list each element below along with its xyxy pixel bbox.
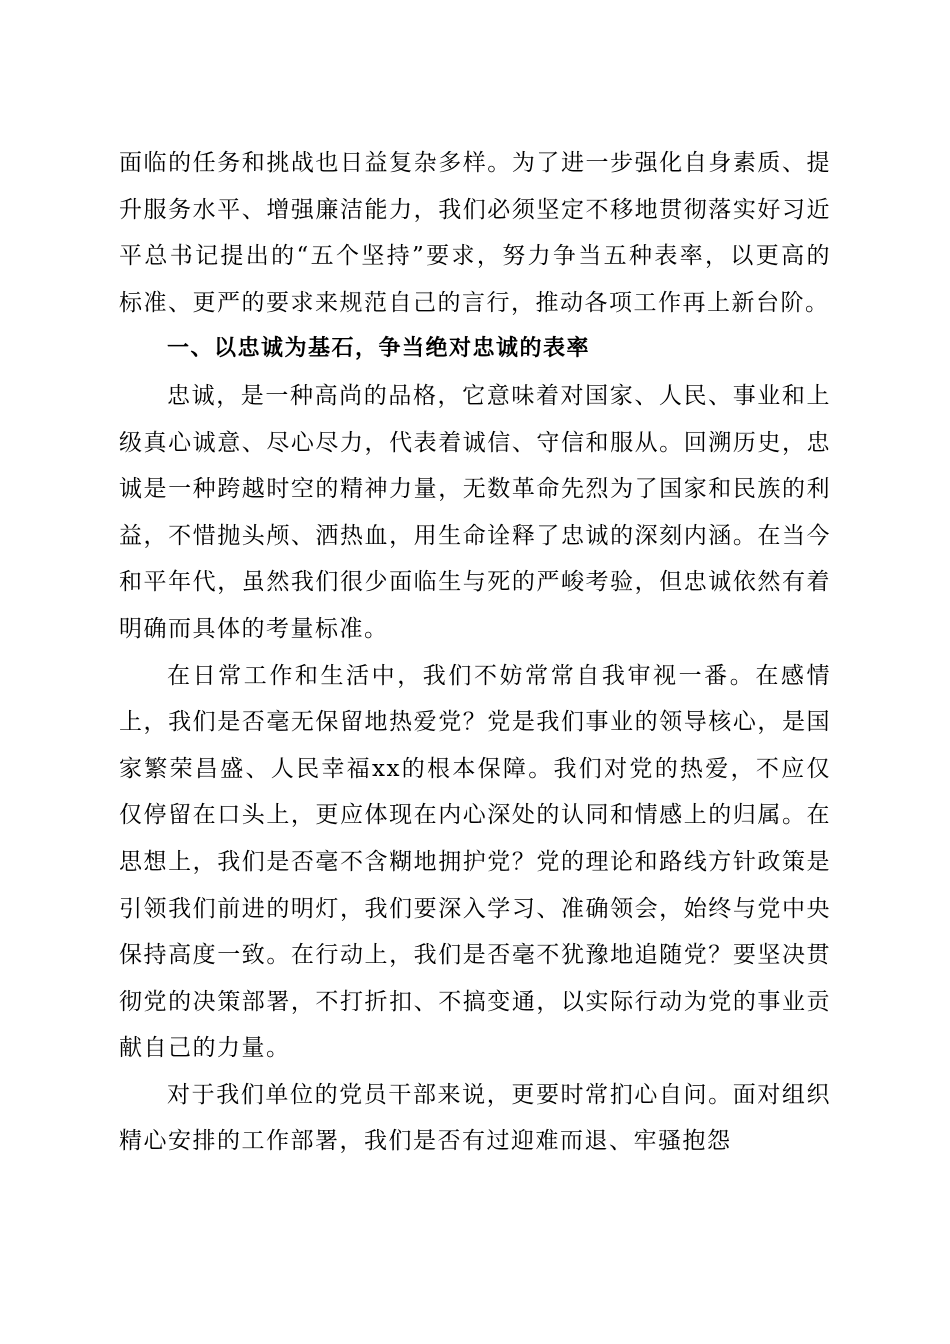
section-heading-loyalty: 一、以忠诚为基石，争当绝对忠诚的表率 [167,336,591,362]
paragraph-party-members: 对于我们单位的党员干部来说，更要时常扪心自问。面对组织精心安排的工作部署，我们是否有过迎难而退、牢骚抱怨 [119,1081,831,1155]
paragraph-self-examination: 在日常工作和生活中，我们不妨常常自我审视一番。在感情上，我们是否毫无保留地热爱党？党是我们事业的领导核心，是国家繁荣昌盛、人民幸福xx的根本保障。我们对党的热爱，不应仅仅停留在口头上，更应体现在内心深处的认同和情感上的归属。在思想上，我们是否毫不含糊地拥护党？党的理论和路线方针政策是引领我们前进的明灯，我们要深入学习、准确领会，始终与党中央保持高度一致。在行动上，我们是否毫不犹豫地追随党？要坚决贯彻党的决策部署，不打折扣、不搞变通，以实际行动为党的事业贡献自己的力量。 [119,662,831,1062]
paragraph-intro-continuation: 面临的任务和挑战也日益复杂多样。为了进一步强化自身素质、提升服务水平、增强廉洁能力，我们必须坚定不移地贯彻落实好习近平总书记提出的“五个坚持”要求，努力争当五种表率，以更高的标准、更严的要求来规范自己的言行，推动各项工作再上新台阶。 [119,150,831,316]
paragraph-loyalty-definition: 忠诚，是一种高尚的品格，它意味着对国家、人民、事业和上级真心诚意、尽心尽力，代表着诚信、守信和服从。回溯历史，忠诚是一种跨越时空的精神力量，无数革命先烈为了国家和民族的利益，不惜抛头颅、洒热血，用生命诠释了忠诚的深刻内涵。在当今和平年代，虽然我们很少面临生与死的严峻考验，但忠诚依然有着明确而具体的考量标准。 [119,382,831,642]
document-body [119,140,831,1165]
